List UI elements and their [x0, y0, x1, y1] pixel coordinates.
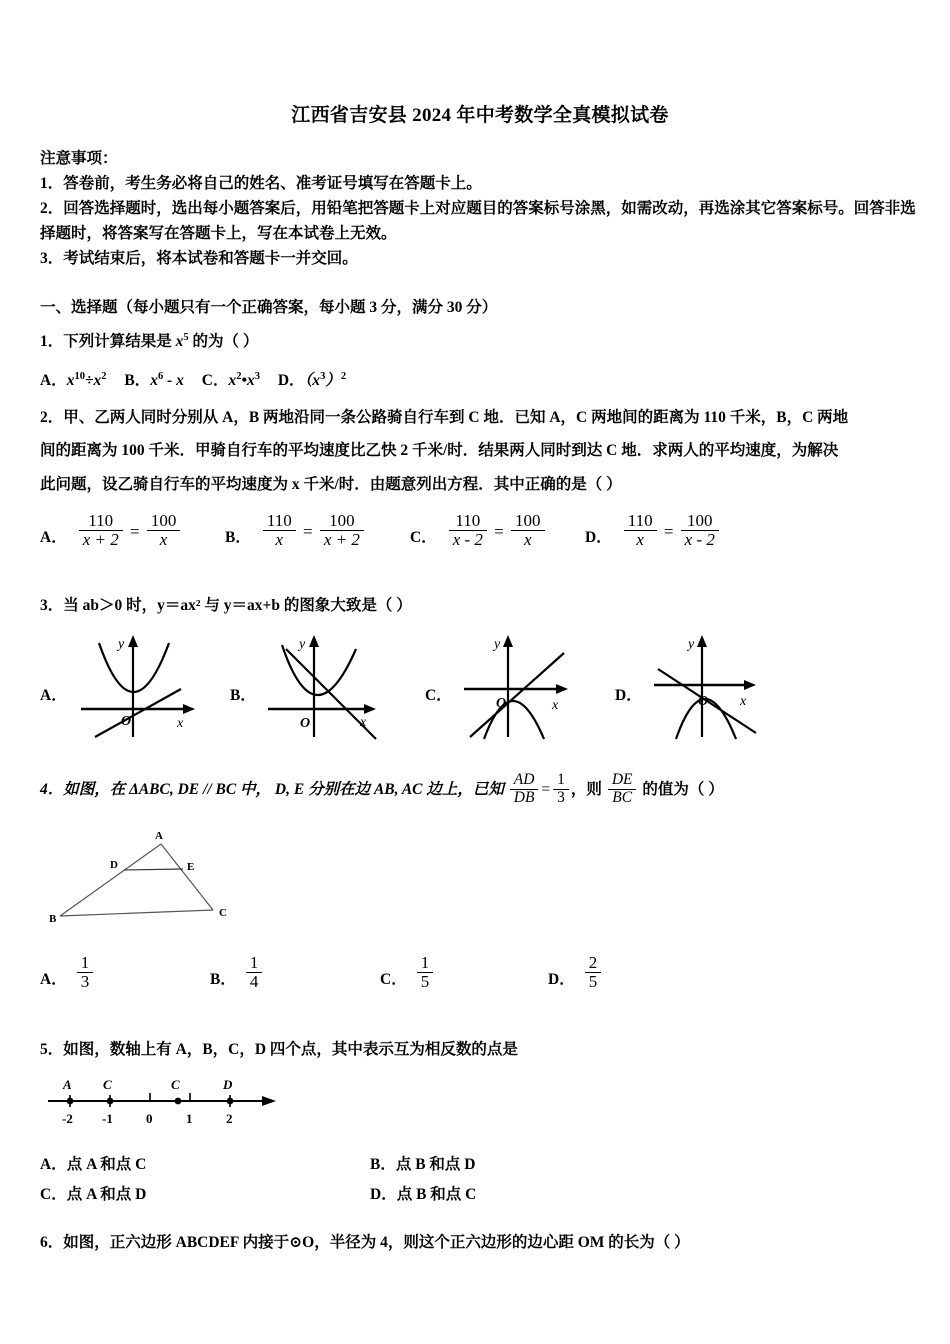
q3-c-y-label: y: [493, 637, 500, 653]
q2-b-num1: 110: [266, 511, 292, 531]
q4-option-b-label: B．: [210, 971, 236, 989]
q4-option-d-num: 2: [588, 952, 598, 972]
q3-option-a-label: A．: [40, 687, 67, 705]
q3-d-x-label: x: [739, 694, 746, 710]
q1-option-d-label: D．: [277, 372, 305, 390]
question-1: [40, 327, 920, 357]
q4-triangle-figure: [48, 822, 920, 937]
q1-stem-math: x: [175, 333, 184, 351]
q1-option-c-label: C．: [201, 372, 229, 390]
q4-equals: =: [541, 781, 551, 799]
q4-option-c-label: C．: [380, 971, 407, 989]
q1-option-b-op: - x: [163, 372, 184, 390]
q3-option-a[interactable]: [40, 627, 201, 745]
q4-option-a-den: 3: [77, 972, 94, 991]
q4-stem-part-1: 4．如图，在 ΔABC, DE // BC 中， D, E 分别在边 AB, AC 边上，已知: [40, 781, 508, 799]
q4-label-C: C: [219, 906, 227, 919]
notice-heading: 注意事项：: [40, 149, 118, 167]
q5-point-B-dot: [107, 1098, 114, 1105]
q1-option-c-sup1: 2: [236, 371, 242, 383]
q3-option-b[interactable]: [230, 627, 390, 745]
q4-ratio-1: [508, 773, 571, 807]
q2-option-a[interactable]: [40, 513, 182, 551]
q4-frac1-num: AD: [513, 771, 535, 789]
q3-option-c[interactable]: [425, 627, 586, 745]
q2-option-b-equation: [261, 513, 366, 551]
notice-block: [40, 146, 920, 272]
q1-option-c-sup2: 3: [254, 371, 260, 383]
q5-option-a-label: A．: [40, 1155, 67, 1173]
q4-frac3-num: DE: [611, 771, 633, 789]
q1-option-c-op: •x: [241, 372, 255, 390]
question-1-options: [40, 367, 920, 395]
q1-option-a-base: x: [66, 372, 75, 390]
q2-option-c-equation: [447, 513, 547, 551]
question-5-options: [40, 1148, 920, 1208]
q1-stem-pre: 1．下列计算结果是: [40, 333, 176, 351]
q4-frac1-den: DB: [510, 789, 539, 807]
q4-frac3-den: BC: [608, 789, 637, 807]
q3-b-y-label: y: [298, 637, 306, 653]
q4-option-c-num: 1: [420, 952, 430, 972]
q5-option-d-label: D．: [370, 1185, 397, 1203]
q5-point-B-label: C: [103, 1076, 112, 1092]
q1-option-a-label: A．: [40, 372, 67, 390]
q2-c-num2: 100: [515, 511, 541, 531]
q3-b-origin-label: O: [299, 716, 310, 732]
q5-option-a[interactable]: [40, 1148, 146, 1181]
notice-item-1: 1．答卷前，考生务必将自己的姓名、准考证号填写在答题卡上。: [40, 174, 482, 192]
q2-a-num1: 110: [88, 511, 114, 531]
q4-option-a-label: A．: [40, 971, 67, 989]
q1-option-d-base: （x: [304, 372, 321, 390]
q3-d-origin-label: O: [697, 694, 708, 710]
q2-option-c-label: C．: [410, 528, 437, 546]
q2-option-a-label: A．: [40, 528, 67, 546]
q4-label-B: B: [49, 912, 57, 925]
q5-point-A-dot: [67, 1098, 74, 1105]
q5-point-C-dot: [175, 1098, 182, 1105]
q5-option-b-text: 点 B 和点 D: [395, 1155, 476, 1173]
q4-frac2-den: 3: [553, 789, 569, 807]
q2-a-num2: 100: [150, 511, 177, 531]
question-2-options: [40, 513, 920, 575]
q2-option-d-equation: [622, 513, 721, 551]
question-2: [40, 401, 920, 501]
q4-option-b-num: 1: [249, 952, 259, 972]
q4-frac2-num: 1: [557, 771, 565, 789]
q2-a-equals: =: [129, 521, 140, 541]
q4-ratio-2: [606, 773, 639, 807]
q2-c-num1: 110: [455, 511, 481, 531]
q3-option-c-label: C．: [425, 687, 452, 705]
q5-option-b-label: B．: [370, 1155, 396, 1173]
q2-line-2: 间的距离为 100 千米．甲骑自行车的平均速度比乙快 2 千米/时．结果两人同时到达 C 地．求两人的平均速度，为解决: [40, 442, 839, 460]
q2-d-equals: =: [663, 521, 674, 541]
notice-item-2: 2．回答选择题时，选出每小题答案后，用铅笔把答题卡上对应题目的答案标号涂黑，如需改动，再选涂其它答案标号。回答非选择题时，将答案写在答题卡上，写在本试卷上无效。: [40, 199, 916, 243]
q3-option-d[interactable]: [615, 627, 776, 745]
q2-d-den2: x - 2: [681, 530, 719, 549]
q4-option-a[interactable]: [40, 952, 95, 993]
page-content: [40, 0, 920, 1258]
q2-d-den1: x: [624, 530, 657, 549]
q4-option-b-den: 4: [246, 972, 263, 991]
q1-option-a-sup1: 10: [74, 371, 85, 383]
q1-option-b-label: B．: [124, 372, 151, 390]
q5-tick-label-0: -2: [62, 1110, 73, 1126]
q2-a-den1: x + 2: [79, 530, 123, 549]
q2-b-den1: x: [263, 530, 296, 549]
q2-option-a-equation: [77, 513, 183, 551]
q3-c-origin-label: O: [495, 696, 506, 712]
question-3-options: [40, 627, 920, 745]
q1-option-d-sup1: 3: [320, 371, 326, 383]
q1-option-c[interactable]: [202, 372, 260, 389]
q2-d-num1: 110: [627, 511, 653, 531]
q3-a-y-label: y: [117, 637, 124, 653]
q3-a-x-label: x: [176, 716, 183, 732]
q2-b-num2: 100: [329, 511, 355, 531]
q1-stem-post: 的为（ ）: [188, 333, 259, 351]
q4-option-a-num: 1: [80, 952, 90, 972]
q2-c-equals: =: [494, 521, 504, 541]
q4-label-A: A: [155, 829, 163, 842]
q3-b-x-label: x: [359, 715, 367, 731]
q3-c-x-label: x: [551, 698, 558, 714]
q5-options-row-2: [40, 1178, 920, 1208]
q5-option-d-text: 点 B 和点 C: [396, 1185, 477, 1203]
q2-option-d-label: D．: [585, 528, 612, 546]
q2-c-den1: x - 2: [449, 530, 487, 549]
q5-point-A-label: A: [63, 1076, 72, 1092]
q2-c-den2: x: [511, 530, 545, 549]
q5-option-c[interactable]: [40, 1178, 146, 1211]
q5-options-row-1: [40, 1148, 920, 1178]
q5-point-D-dot: [227, 1098, 234, 1105]
q5-tick-label-1: -1: [102, 1110, 113, 1126]
question-4: [40, 773, 920, 807]
q1-option-d-sup2: 2: [340, 371, 347, 383]
q1-option-d-op: ）: [325, 372, 341, 390]
q5-tick-label-3: 1: [186, 1110, 193, 1126]
q1-option-c-base: x: [228, 372, 237, 390]
q2-option-c[interactable]: [410, 513, 547, 551]
section-heading-choice: 一、选择题（每小题只有一个正确答案，每小题 3 分，满分 30 分）: [40, 299, 498, 317]
q3-graph-d: [646, 633, 776, 745]
q5-option-c-label: C．: [40, 1185, 67, 1203]
q4-option-d-den: 5: [585, 972, 602, 991]
q4-option-c[interactable]: [380, 952, 435, 993]
question-5: 5．如图，数轴上有 A，B，C，D 四个点，其中表示互为相反数的点是: [40, 1040, 518, 1058]
q3-option-d-label: D．: [615, 687, 642, 705]
q4-option-b[interactable]: [210, 952, 264, 993]
q3-option-b-label: B．: [230, 687, 256, 705]
q4-label-D: D: [110, 858, 118, 871]
q5-point-C-label: C: [171, 1076, 180, 1092]
q1-option-a[interactable]: [40, 372, 107, 389]
notice-item-3: 3．考试结束后，将本试卷和答题卡一并交回。: [40, 250, 358, 268]
q4-option-d[interactable]: [548, 952, 603, 993]
q3-d-y-label: y: [687, 637, 694, 653]
q1-option-b-base: x: [150, 372, 158, 390]
q2-a-den2: x: [147, 530, 181, 549]
q3-a-origin-label: O: [120, 714, 131, 730]
q5-option-c-text: 点 A 和点 D: [66, 1185, 147, 1203]
q5-option-d[interactable]: [370, 1178, 476, 1211]
q2-option-b[interactable]: [225, 513, 366, 551]
q2-b-den2: x + 2: [320, 530, 364, 549]
q2-option-d[interactable]: [585, 513, 721, 551]
q4-option-c-den: 5: [417, 972, 434, 991]
q2-b-equals: =: [302, 521, 313, 541]
q1-option-b[interactable]: [124, 372, 184, 389]
q4-stem-part-2: ，则: [570, 781, 606, 799]
q1-option-a-sup2: 2: [101, 371, 107, 383]
q4-stem-part-3: 的值为（ ）: [638, 781, 724, 799]
q5-tick-label-4: 2: [226, 1110, 233, 1126]
question-3: 3．当 ab＞0 时，y＝ax² 与 y＝ax+b 的图象大致是（ ）: [40, 597, 412, 615]
q4-option-d-label: D．: [548, 971, 575, 989]
q5-option-b[interactable]: [370, 1148, 476, 1181]
q1-option-b-sup1: 6: [157, 371, 164, 383]
q2-d-num2: 100: [687, 511, 713, 531]
q3-graph-b: [260, 633, 390, 745]
question-6: 6．如图，正六边形 ABCDEF 内接于⊙O，半径为 4，则这个正六边形的边心距 OM 的长为（ ）: [40, 1233, 690, 1251]
q5-option-a-text: 点 A 和点 C: [66, 1155, 147, 1173]
q4-label-E: E: [187, 860, 195, 873]
q2-option-b-label: B．: [225, 528, 251, 546]
page-title: 江西省吉安县 2024 年中考数学全真模拟试卷: [291, 105, 669, 126]
q1-option-d[interactable]: [278, 372, 346, 389]
q3-graph-c: [456, 633, 586, 745]
q1-stem-exponent: 5: [183, 331, 189, 343]
q5-number-line-figure: [44, 1075, 920, 1136]
q2-line-1: 2．甲、乙两人同时分别从 A，B 两地沿同一条公路骑自行车到 C 地．已知 A，C 两地间的距离为 110 千米，B，C 两地: [40, 409, 849, 427]
q2-line-3: 此问题，设乙骑自行车的平均速度为 x 千米/时．由题意列出方程．其中正确的是（ ）: [40, 475, 622, 493]
q5-point-D-label: D: [223, 1076, 233, 1092]
question-4-options: [40, 952, 920, 1011]
q1-option-a-op: ÷x: [84, 372, 102, 390]
q3-graph-a: [71, 633, 201, 745]
q5-tick-label-2: 0: [146, 1110, 153, 1126]
